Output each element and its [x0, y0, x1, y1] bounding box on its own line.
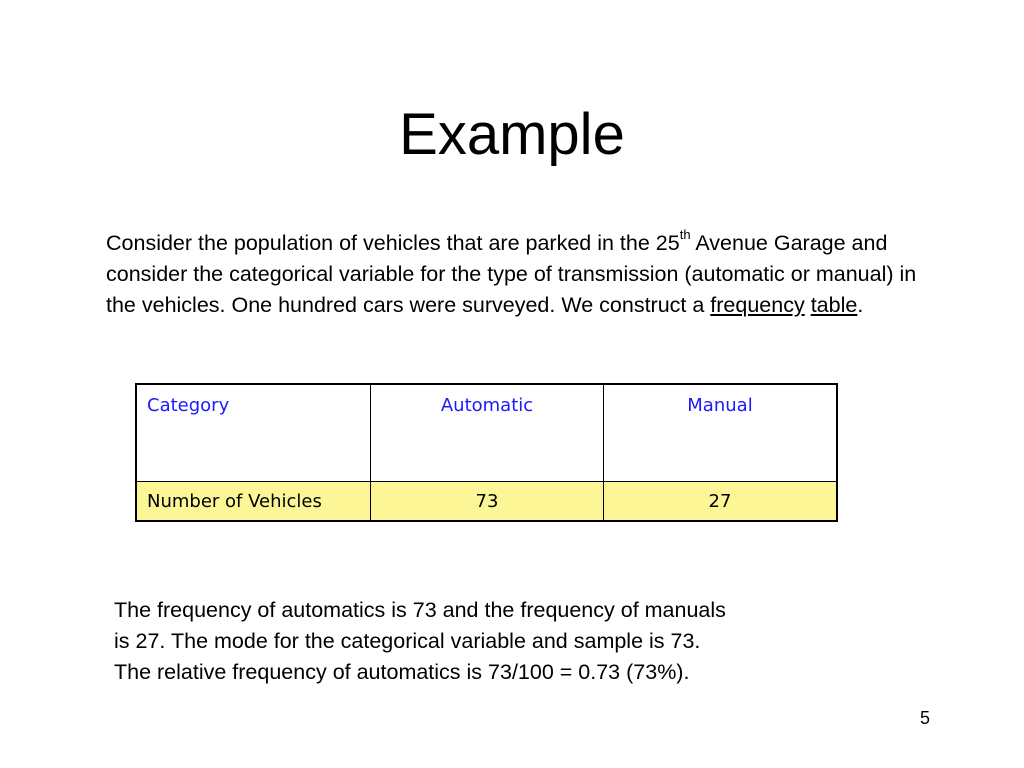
- header-category: Category: [136, 384, 371, 482]
- cell-automatic-count: 73: [371, 482, 604, 522]
- table-link[interactable]: table: [810, 293, 858, 317]
- intro-text-start: Consider the population of vehicles that are parked in the 25: [106, 231, 680, 255]
- header-automatic: Automatic: [371, 384, 604, 482]
- slide-title: Example: [399, 102, 625, 167]
- summary-paragraph: [114, 595, 894, 688]
- ordinal-superscript: th: [679, 226, 691, 242]
- intro-text-middle: Avenue Garage and consider the categorical variable for the type of transmission (automatic or manual) in the vehicles. One hundred cars were surveyed. We construct a: [106, 231, 917, 317]
- summary-line-3: The relative frequency of automatics is 73/100 = 0.73 (73%).: [114, 660, 690, 684]
- table-row: [136, 482, 837, 522]
- page-number: 5: [920, 708, 931, 728]
- cell-manual-count: 27: [604, 482, 838, 522]
- table-header-row: [136, 384, 837, 482]
- frequency-table: [135, 383, 838, 522]
- frequency-link[interactable]: frequency: [710, 293, 805, 317]
- cell-row-label: Number of Vehicles: [136, 482, 371, 522]
- header-manual: Manual: [604, 384, 838, 482]
- summary-line-1: The frequency of automatics is 73 and the frequency of manuals: [114, 598, 726, 622]
- summary-line-2: is 27. The mode for the categorical variable and sample is 73.: [114, 629, 701, 653]
- intro-paragraph: [106, 228, 926, 321]
- intro-period: .: [857, 293, 864, 317]
